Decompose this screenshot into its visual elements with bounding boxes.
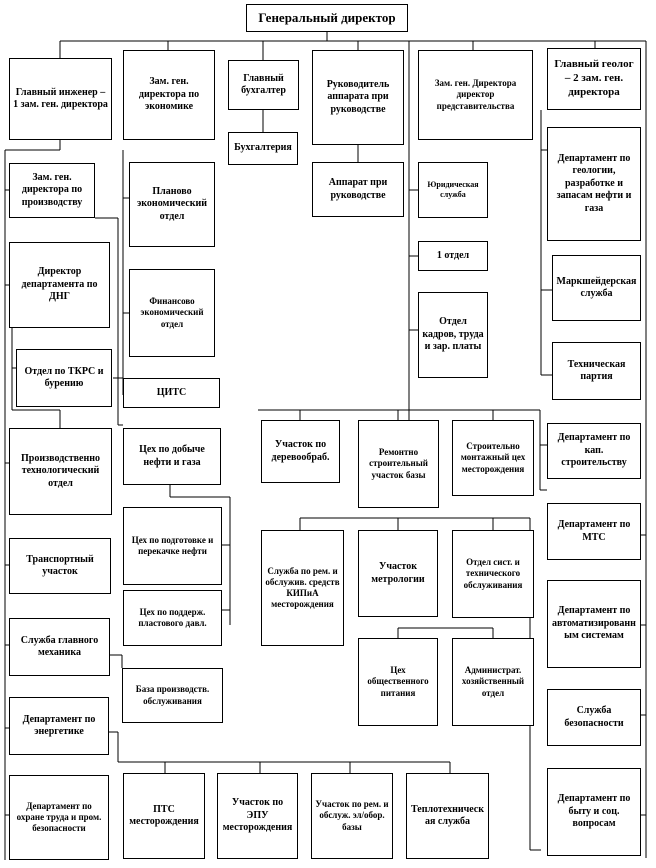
pts-box: ПТС месторождения	[123, 773, 205, 859]
oil-treatment-shop-box: Цех по подготовке и перекачке нефти	[123, 507, 222, 585]
surveying-service-box: Маркшейдерская служба	[552, 255, 641, 321]
general-director-box: Генеральный директор	[246, 4, 408, 32]
oil-gas-production-shop-box: Цех по добыче нефти и газа	[123, 428, 221, 485]
chief-mechanic-service-box: Служба главного механика	[9, 618, 110, 676]
repair-construction-site-box: Ремонтно строительный участок базы	[358, 420, 439, 508]
tech-maintenance-dept-box: Отдел сист. и технического обслуживания	[452, 530, 534, 618]
energy-dept-box: Департамент по энергетике	[9, 697, 109, 755]
automated-systems-dept-box: Департамент по автоматизированным системам	[547, 580, 641, 668]
transport-site-box: Транспортный участок	[9, 538, 111, 594]
dng-director-box: Директор департамента по ДНГ	[9, 242, 110, 328]
production-tech-dept-box: Производственно технологический отдел	[9, 428, 112, 515]
construction-installation-shop-box: Строительно монтажный цех месторождения	[452, 420, 534, 496]
hr-department-box: Отдел кадров, труда и зар. платы	[418, 292, 488, 378]
capital-construction-dept-box: Департамент по кап. строительству	[547, 423, 641, 479]
security-service-box: Служба безопасности	[547, 689, 641, 746]
catering-shop-box: Цех общественного питания	[358, 638, 438, 726]
deputy-economics-box: Зам. ген. директора по экономике	[123, 50, 215, 140]
accounting-box: Бухгалтерия	[228, 132, 298, 165]
management-office-box: Аппарат при руководстве	[312, 162, 404, 217]
heat-tech-service-box: Теплотехническая служба	[406, 773, 489, 859]
legal-service-box: Юридическая служба	[418, 162, 488, 218]
finance-economic-dept-box: Финансово экономический отдел	[129, 269, 215, 357]
chief-engineer-box: Главный инженер – 1 зам. ген. директора	[9, 58, 112, 140]
first-department-box: 1 отдел	[418, 241, 488, 271]
reservoir-pressure-shop-box: Цех по поддерж. пластового давл.	[123, 590, 222, 646]
planning-economic-dept-box: Планово экономический отдел	[129, 162, 215, 247]
production-base-box: База производств. обслуживания	[122, 668, 223, 723]
chief-geologist-box: Главный геолог – 2 зам. ген. директора	[547, 48, 641, 110]
mts-dept-box: Департамент по МТС	[547, 503, 641, 560]
household-dept-box: Департамент по быту и соц. вопросам	[547, 768, 641, 856]
kip-service-box: Служба по рем. и обслужив. средств КИПиА месторождения	[261, 530, 344, 646]
metrology-site-box: Участок метрологии	[358, 530, 438, 617]
equipment-repair-site-box: Участок по рем. и обслуж. эл/обор. базы	[311, 773, 393, 859]
cits-box: ЦИТС	[123, 378, 220, 408]
chief-accountant-box: Главный бухгалтер	[228, 60, 299, 110]
geology-department-box: Департамент по геологии, разработке и запасам нефти и газа	[547, 127, 641, 241]
deputy-production-box: Зам. ген. директора по производству	[9, 163, 95, 218]
deputy-representation-box: Зам. ген. Директора директор представительства	[418, 50, 533, 140]
tkrs-drilling-dept-box: Отдел по ТКРС и бурению	[16, 349, 112, 407]
woodworking-site-box: Участок по деревообраб.	[261, 420, 340, 483]
technical-party-box: Техническая партия	[552, 342, 641, 400]
head-of-management-office-box: Руководитель аппарата при руководстве	[312, 50, 404, 145]
epu-site-box: Участок по ЭПУ месторождения	[217, 773, 298, 859]
admin-dept-box: Администрат. хозяйственный отдел	[452, 638, 534, 726]
labor-safety-dept-box: Департамент по охране труда и пром. безопасности	[9, 775, 109, 860]
